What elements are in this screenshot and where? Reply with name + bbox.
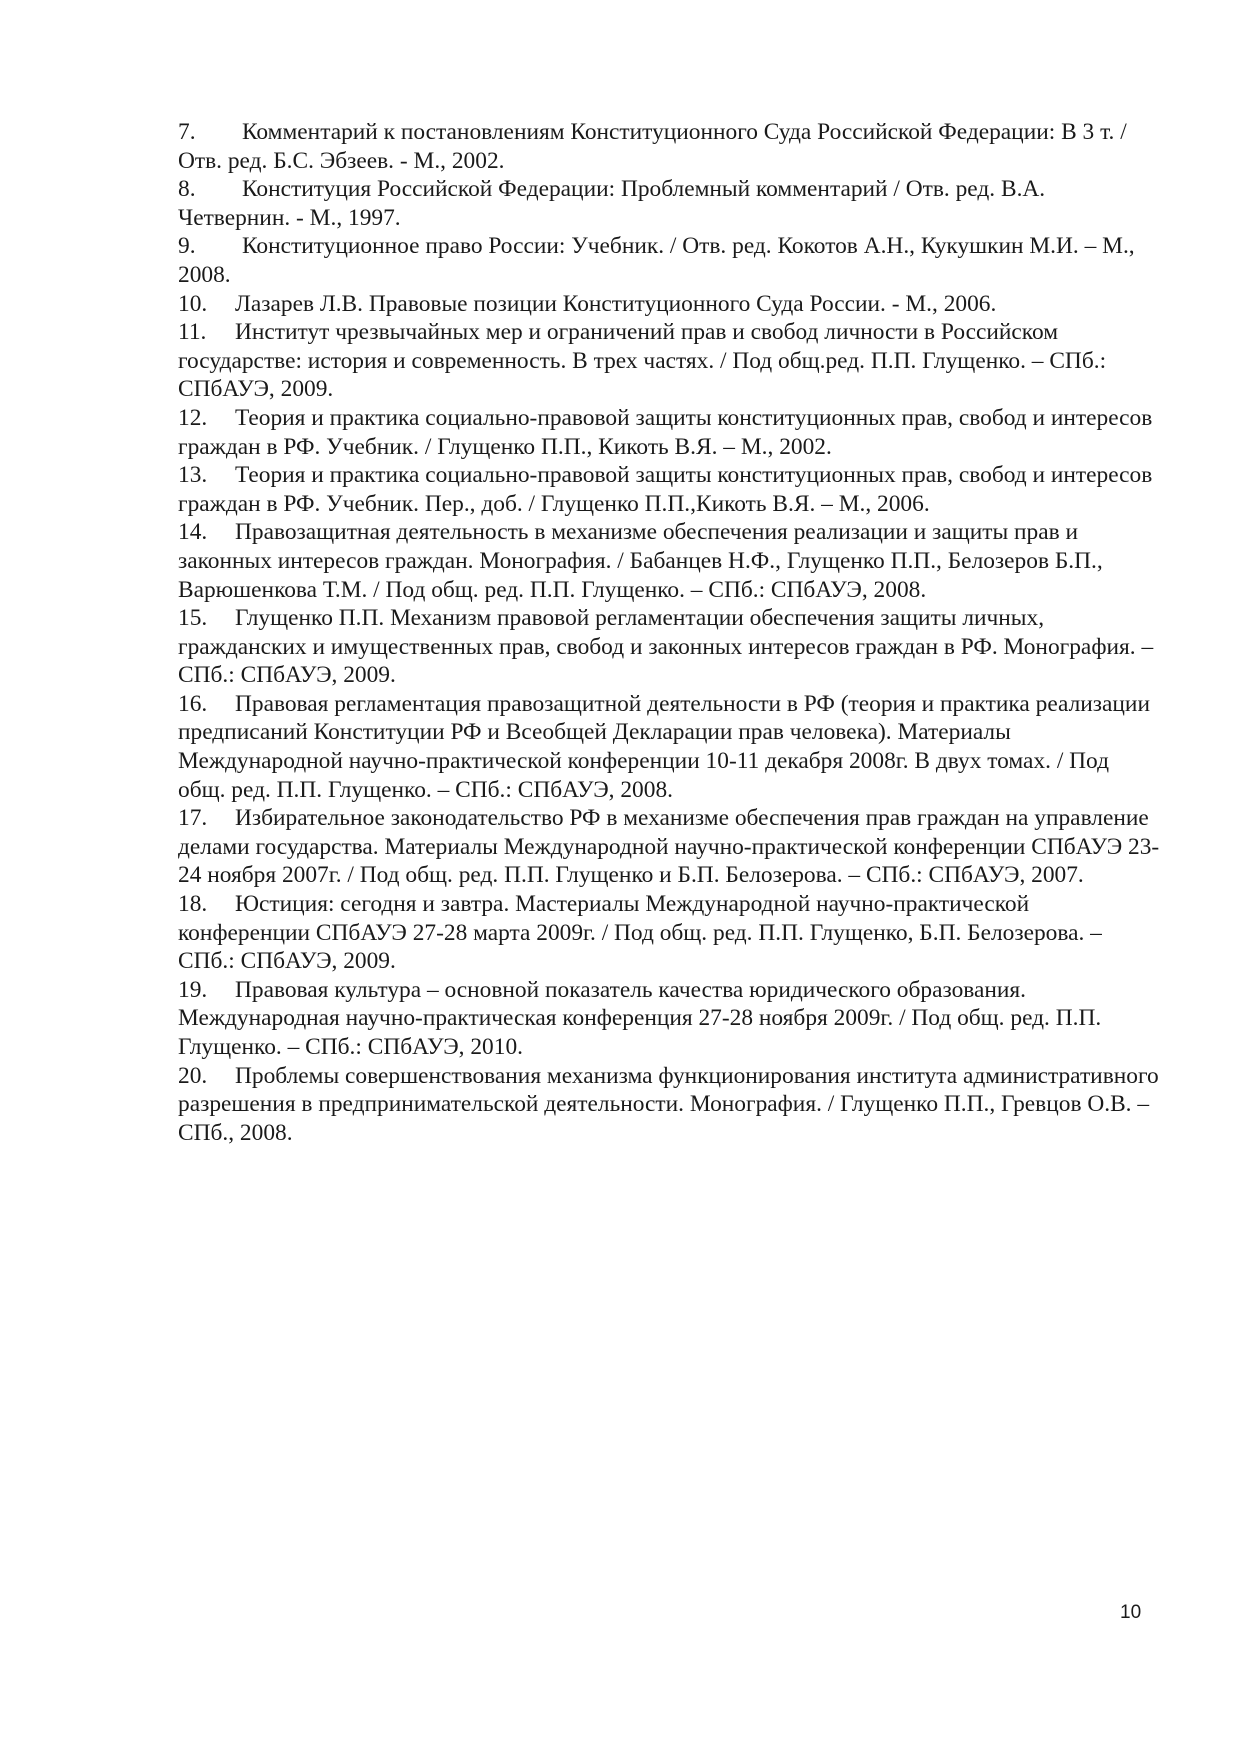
reference-item xyxy=(178,290,1160,319)
reference-item xyxy=(178,804,1160,890)
reference-item xyxy=(178,118,1160,175)
reference-number: 18. xyxy=(178,891,208,918)
reference-number: 13. xyxy=(178,462,208,489)
page-number: 10 xyxy=(1120,1602,1142,1623)
reference-text: Правовая культура – основной показатель качества юридического образования. Международная научно-практическая конференция 27-28 ноября 2009г. / Под общ. ред. П.П. Глущенко. – СПб.: СПбАУЭ, 2010. xyxy=(178,976,1102,1060)
reference-number: 12. xyxy=(178,404,208,431)
reference-item xyxy=(178,1062,1160,1148)
reference-list xyxy=(178,118,1160,1147)
reference-text: Лазарев Л.В. Правовые позиции Конституционного Суда России. - М., 2006. xyxy=(235,290,997,317)
reference-number: 7. xyxy=(178,119,196,145)
reference-item xyxy=(178,461,1160,518)
reference-text: Конституция Российской Федерации: Проблемный комментарий / Отв. ред. В.А. Четвернин. - М., 1997. xyxy=(178,176,1046,231)
reference-item xyxy=(178,318,1160,404)
reference-number: 8. xyxy=(178,176,196,203)
reference-item xyxy=(178,175,1160,232)
reference-item xyxy=(178,232,1160,289)
reference-number: 20. xyxy=(178,1062,208,1089)
reference-item xyxy=(178,604,1160,690)
reference-text: Институт чрезвычайных мер и ограничений прав и свобод личности в Российском государстве: история и современность. В трех частях. / Под общ.ред. П.П. Глущенко. – СПб.: СПбАУЭ, 2009. xyxy=(178,319,1107,403)
reference-item xyxy=(178,976,1160,1062)
reference-number: 9. xyxy=(178,233,196,260)
reference-text: Глущенко П.П. Механизм правовой регламентации обеспечения защиты личных, гражданских и имущественных прав, свобод и законных интересов граждан в РФ. Монография. – СПб.: СПбАУЭ, 2009. xyxy=(178,605,1154,689)
reference-text: Теория и практика социально-правовой защиты конституционных прав, свобод и интересов граждан в РФ. Учебник. / Глущенко П.П., Кикоть В.Я. – М., 2002. xyxy=(178,404,1153,460)
reference-text: Избирательное законодательство РФ в механизме обеспечения прав граждан на управление делами государства. Материалы Международной научно-практической конференции СПбАУЭ 23-24 ноября 2007г. / Под общ. ред. П.П. Глущенко и Б.П. Белозерова. – СПб.: СПбАУЭ, 2007. xyxy=(178,805,1160,889)
reference-number: 17. xyxy=(178,805,208,832)
reference-text: Конституционное право России: Учебник. / Отв. ред. Кокотов А.Н., Кукушкин М.И. – М., 2008. xyxy=(178,233,1135,288)
reference-item xyxy=(178,404,1160,461)
reference-number: 15. xyxy=(178,605,208,632)
reference-item xyxy=(178,690,1160,804)
reference-number: 14. xyxy=(178,519,208,546)
reference-number: 16. xyxy=(178,690,208,717)
reference-item xyxy=(178,890,1160,976)
reference-text: Комментарий к постановлениям Конституционного Суда Российской Федерации: В 3 т. / Отв. ред. Б.С. Эбзеев. - М., 2002. xyxy=(178,119,1127,174)
reference-number: 19. xyxy=(178,976,208,1003)
reference-text: Проблемы совершенствования механизма функционирования института административного разрешения в предпринимательской деятельности. Монография. / Глущенко П.П., Гревцов О.В. – СПб., 2008. xyxy=(178,1062,1159,1146)
reference-text: Правовая регламентация правозащитной деятельности в РФ (теория и практика реализации предписаний Конституции РФ и Всеобщей Декларации прав человека). Материалы Международной научно-практической конференции 10-11 декабря 2008г. В двух томах. / Под общ. ред. П.П. Глущенко. – СПб.: СПбАУЭ, 2008. xyxy=(178,690,1150,803)
reference-text: Юстиция: сегодня и завтра. Мастериалы Международной научно-практической конференции СПбАУЭ 27-28 марта 2009г. / Под общ. ред. П.П. Глущенко, Б.П. Белозерова. – СПб.: СПбАУЭ, 2009. xyxy=(178,891,1102,975)
reference-number: 10. xyxy=(178,290,208,317)
reference-text: Правозащитная деятельность в механизме обеспечения реализации и защиты прав и законных интересов граждан. Монография. / Бабанцев Н.Ф., Глущенко П.П., Белозеров Б.П., Варюшенкова Т.М. / Под общ. ред. П.П. Глущенко. – СПб.: СПбАУЭ, 2008. xyxy=(178,519,1103,603)
reference-number: 11. xyxy=(178,319,207,346)
reference-text: Теория и практика социально-правовой защиты конституционных прав, свобод и интересов граждан в РФ. Учебник. Пер., доб. / Глущенко П.П.,Кикоть В.Я. – М., 2006. xyxy=(178,462,1153,517)
reference-item xyxy=(178,518,1160,604)
